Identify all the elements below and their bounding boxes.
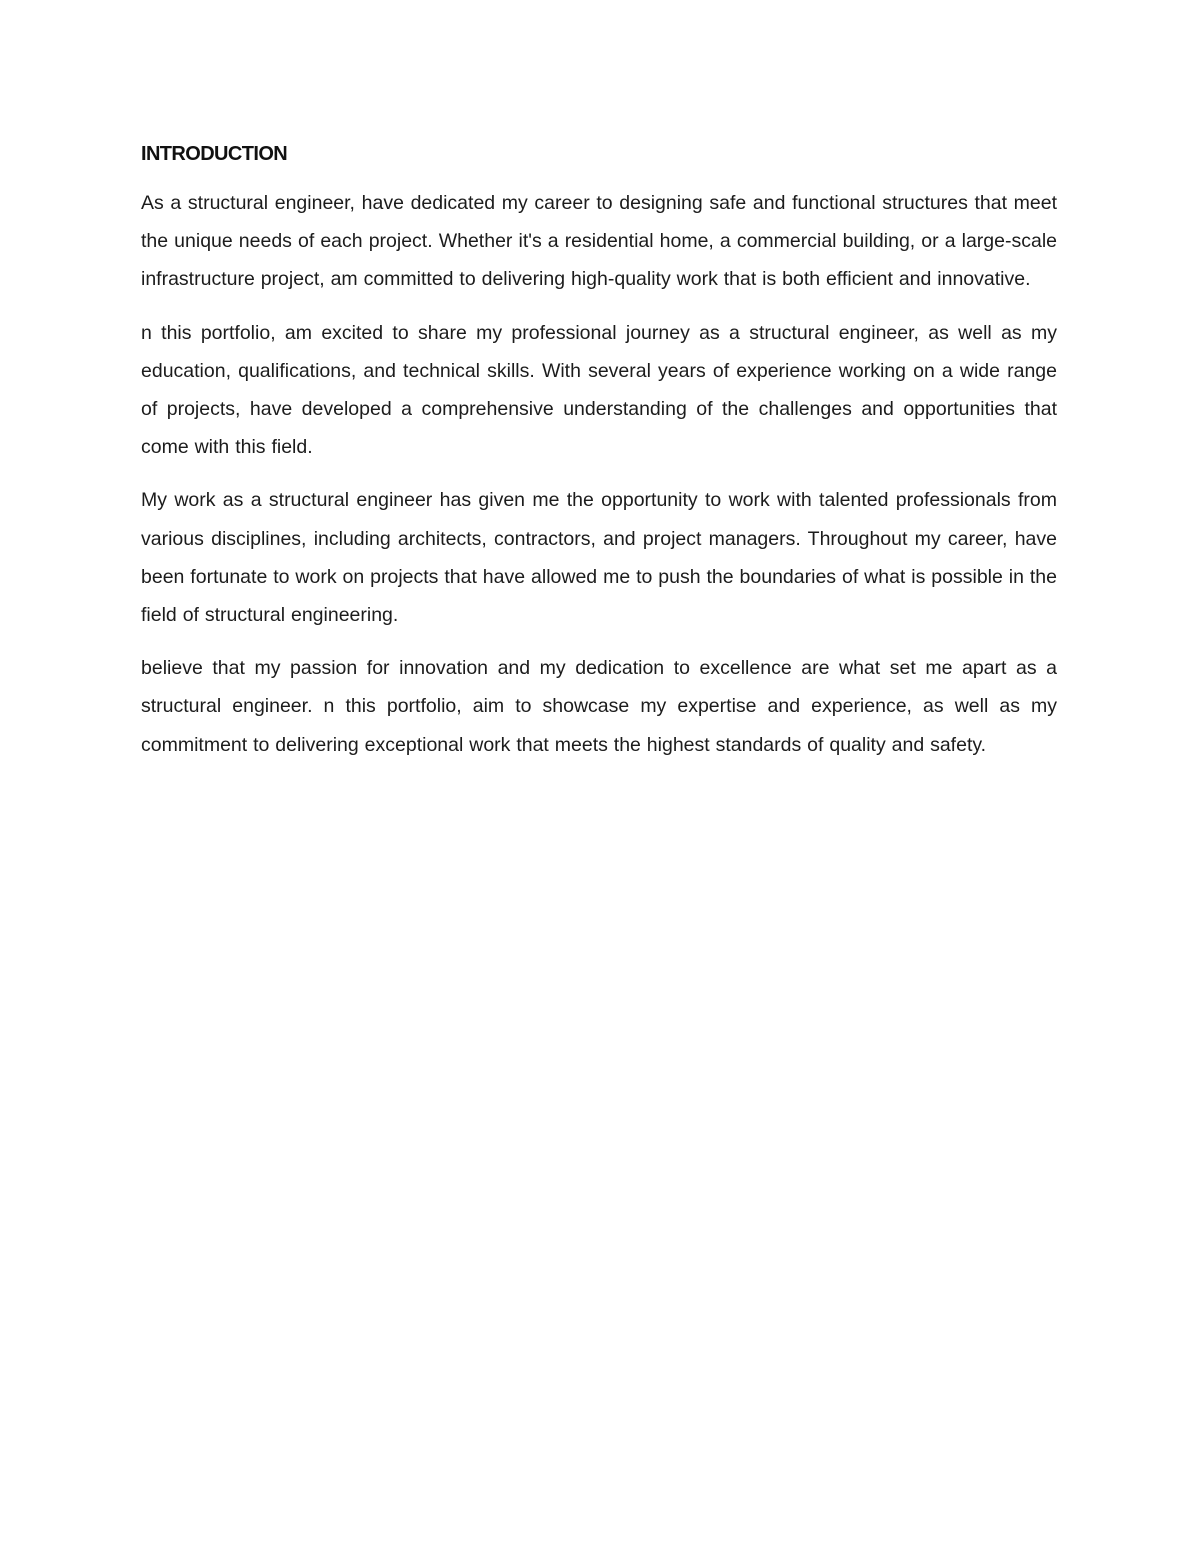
paragraph-4: believe that my passion for innovation and my dedication to excellence are what set me apart as a structural engineer. n this portfolio, aim to showcase my expertise and experience, as well as my commitment to delivering exceptional work that meets the highest standards of quality and safety. (141, 657, 1057, 756)
document-body (141, 140, 1057, 779)
paragraph-1: As a structural engineer, have dedicated my career to designing safe and functional structures that meet the unique needs of each project. Whether it's a residential home, a commercial building, or a large-scale infrastructure project, am committed to delivering high-quality work that is both efficient and innovative. (141, 192, 1057, 291)
paragraph-2: n this portfolio, am excited to share my professional journey as a structural engineer, as well as my education, qualifications, and technical skills. With several years of experience working on a wide range of projects, have developed a comprehensive understanding of the challenges and opportunities that come with this field. (141, 321, 1057, 459)
section-heading: INTRODUCTION (141, 143, 288, 165)
paragraph-3: My work as a structural engineer has given me the opportunity to work with talented professionals from various disciplines, including architects, contractors, and project managers. Throughout my career, have been fortunate to work on projects that have allowed me to push the boundaries of what is possible in the field of structural engineering. (141, 489, 1057, 627)
